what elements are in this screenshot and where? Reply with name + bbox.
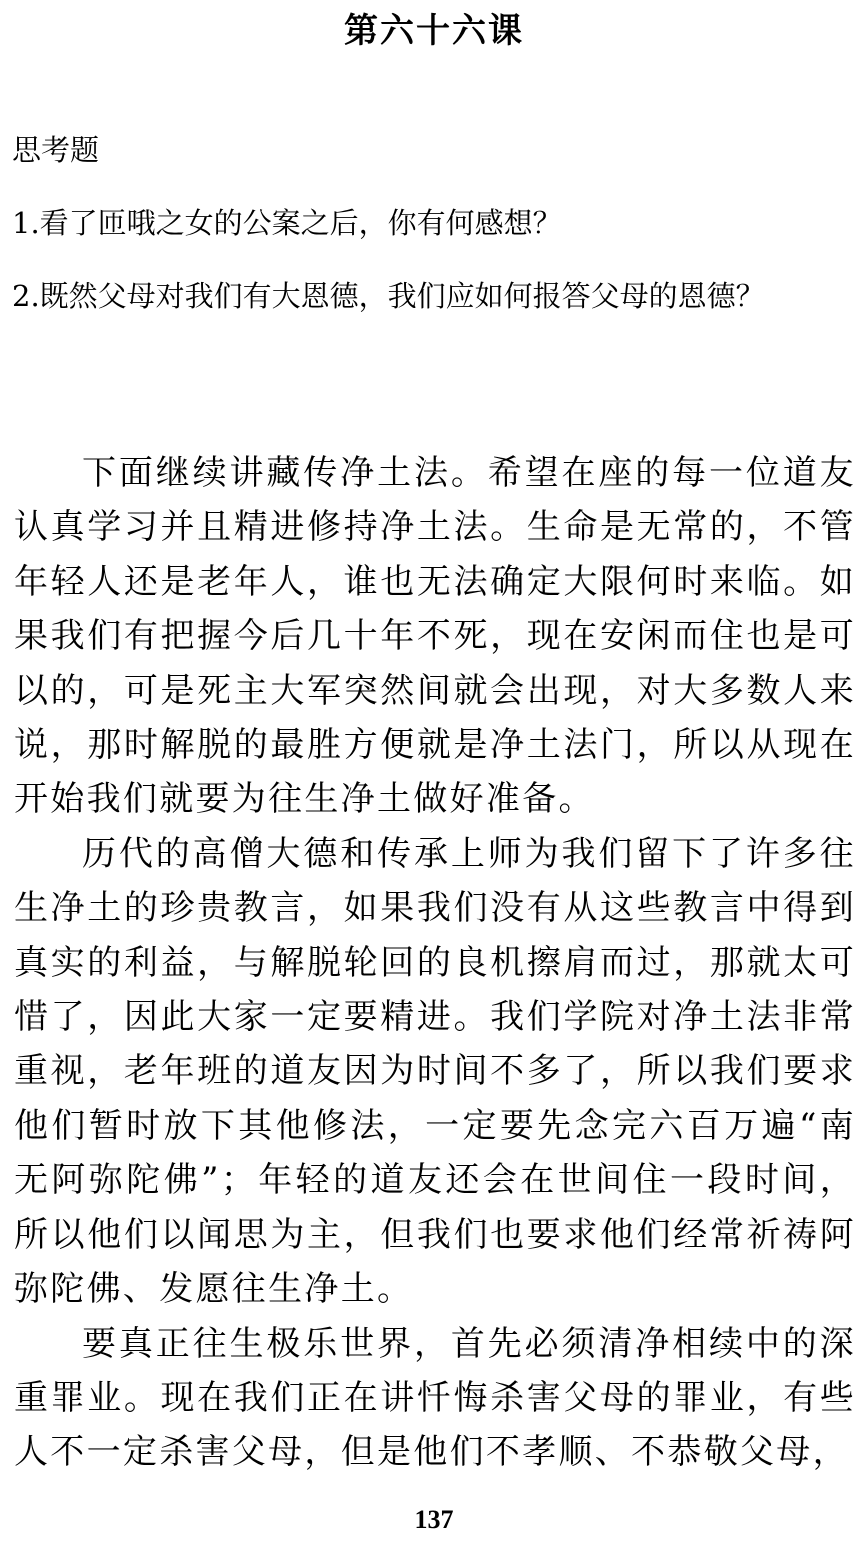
body-paragraph-3: 要真正往生极乐世界，首先必须清净相续中的深重罪业。现在我们正在讲忏悔杀害父母的罪业，有些人不一定杀害父母，但是他们不孝顺、不恭敬父母， [14, 1323, 856, 1473]
question-item-1: 1.看了匝哦之女的公案之后，你有何感想？ [12, 206, 562, 240]
discussion-questions [12, 130, 858, 349]
lecture-body [14, 446, 856, 1480]
body-paragraph-2: 历代的高僧大德和传承上师为我们留下了许多往生净土的珍贵教言，如果我们没有从这些教言中得到真实的利益，与解脱轮回的良机擦肩而过，那就太可惜了，因此大家一定要精进。我们学院对净土法非常重视，老年班的道友因为时间不多了，所以我们要求他们暂时放下其他修法，一定要先念完六百万遍“南无阿弥陀佛”；年轻的道友还会在世间住一段时间，所以他们以闻思为主，但我们也要求他们经常祈祷阿弥陀佛、发愿往生净土。 [14, 833, 856, 1310]
question-item-2: 2.既然父母对我们有大恩德，我们应如何报答父母的恩德？ [12, 279, 765, 313]
questions-heading: 思考题 [12, 133, 100, 167]
page-number: 137 [414, 1505, 454, 1534]
lesson-title: 第六十六课 [344, 11, 524, 51]
body-paragraph-1: 下面继续讲藏传净土法。希望在座的每一位道友认真学习并且精进修持净土法。生命是无常的，不管年轻人还是老年人，谁也无法确定大限何时来临。如果我们有把握今后几十年不死，现在安闲而住也是可以的，可是死主大军突然间就会出现，对大多数人来说，那时解脱的最胜方便就是净土法门，所以从现在开始我们就要为往生净土做好准备。 [14, 453, 856, 820]
